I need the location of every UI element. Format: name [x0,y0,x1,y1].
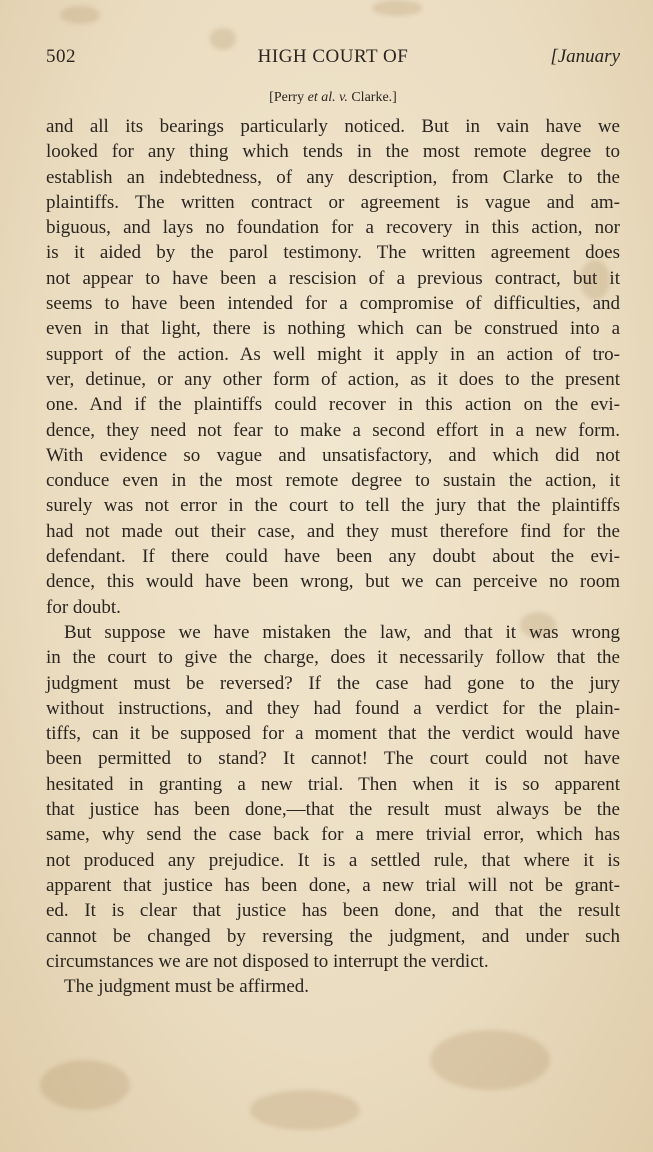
text-line: even in that light, there is nothing which can be construed into a [46,318,620,340]
text-line: seems to have been intended for a compromise of difficulties, and [46,293,620,315]
case-caption [46,90,620,106]
text-line: and all its bearings particularly noticed. But in vain have we [46,116,620,137]
paper-stain [372,0,422,16]
text-line: looked for any thing which tends in the most remote degree to [46,141,620,163]
case-caption-party: Clarke.] [351,90,397,105]
text-line: judgment must be reversed? If the case had gone to the jury [46,672,620,694]
text-line: biguous, and lays no foundation for a recovery in this action, nor [46,217,620,239]
text-line: that justice has been done,—that the result must always be the [46,799,620,821]
text-line: been permitted to stand? It cannot! The court could not have [46,748,620,770]
text-line: apparent that justice has been done, a new trial will not be grant- [46,874,620,896]
text-line: support of the action. As well might it apply in an action of tro- [46,343,620,365]
text-line: plaintiffs. The written contract or agreement is vague and am- [46,191,620,213]
text-line: With evidence so vague and unsatisfactory, and which did not [46,444,620,466]
running-head: HIGH COURT OF [257,46,409,67]
text-line: establish an indebtedness, of any description, from Clarke to the [46,166,620,188]
text-line: circumstances we are not disposed to interrupt the verdict. [46,950,489,972]
text-line: ver, detinue, or any other form of action, as it does to the present [46,368,620,390]
paragraph [46,974,620,999]
paragraph [46,620,620,974]
text-line: not appear to have been a rescision of a previous contract, but it [46,267,620,289]
case-caption-v: v. [335,90,352,105]
opinion-text [46,114,620,999]
text-line: But suppose we have mistaken the law, and that it was wrong [64,621,620,643]
text-line: The judgment must be affirmed. [64,976,310,998]
text-line: ed. It is clear that justice has been done, and that the result [46,900,620,922]
running-head-month: [January [550,46,620,67]
text-line: dence, they need not fear to make a second effort in a new form. [46,419,620,441]
paper-stain [250,1090,360,1130]
text-line: conduce even in the most remote degree to sustain the action, it [46,470,620,492]
text-line: dence, this would have been wrong, but we can perceive no room [46,571,620,593]
page-number: 502 [46,46,76,67]
page-header [46,46,620,72]
text-line: in the court to give the charge, does it necessarily follow that the [46,647,620,669]
text-line: without instructions, and they had found a verdict for the plain- [46,697,620,719]
case-caption-etal: et al. [307,90,336,105]
text-line: tiffs, can it be supposed for a moment that the verdict would have [46,723,620,745]
text-line: cannot be changed by reversing the judgment, and under such [46,925,620,947]
text-line: hesitated in granting a new trial. Then when it is so apparent [46,773,620,795]
text-line: defendant. If there could have been any doubt about the evi- [46,546,620,568]
text-line: had not made out their case, and they must therefore find for the [46,520,620,542]
paper-stain [40,1060,130,1110]
text-line: is it aided by the parol testimony. The written agreement does [46,242,620,264]
paper-stain [60,6,100,24]
text-line: for doubt. [46,596,121,618]
paper-stain [430,1030,550,1090]
text-line: one. And if the plaintiffs could recover in this action on the evi- [46,394,620,416]
text-line: same, why send the case back for a mere trivial error, which has [46,824,620,846]
case-caption-open: [Perry [269,90,308,105]
paragraph [46,114,620,620]
text-line: surely was not error in the court to tell the jury that the plaintiffs [46,495,620,517]
text-line: not produced any prejudice. It is a settled rule, that where it is [46,849,620,871]
